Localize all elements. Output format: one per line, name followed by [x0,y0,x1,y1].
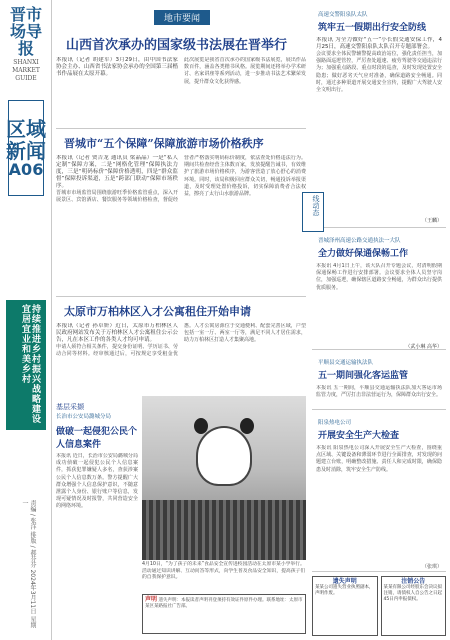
story-text: 此次展览是我省首次承办的国家级书法展览，展出作品数百件，涵盖各类楷书风格。展览期间还将举办学术研讨、名家讲座等系列活动，进一步推动书法艺术繁荣发展，提升群众文化获得感。 [184,57,306,85]
notice-text: 遗失声明：本报读者声明刊登须持有效证件原件办理。联系地址：太原市某区某路报社广告部。 [145,598,303,609]
logo-subtitle: SHANXI MARKET GUIDE [12,59,40,82]
story-body [56,155,306,295]
masthead-logo [4,6,48,80]
story-wanbailin [56,296,306,392]
story-kicker: 高速交警阳泉队太队 [318,12,368,18]
section-name: 区域新闻 [6,117,46,163]
story-author: （王麟） [421,218,442,224]
editor-meta: 责编 / 张洋 排版 / 郝芬芬 2024年3月11日 星期一 [21,500,36,629]
story-text: 本报讯 4月1日上午，该大队召开专题会议，对清明假期保通保畅工作进行安排部署。会议要求全体人员坚守岗位，加强巡逻，确保辖区道路安全畅通，为群众出行提供优质服务。 [316,263,442,291]
ad-box [381,576,447,636]
photo-caption: 4月10日，“为了孩子的未来”食品安全宣传进校园活动在太原市某小学举行。活动通过知识讲解、互动问答等形式，向学生普及食品安全知识，提高孩子们的自我保护意识。 [142,562,306,581]
story-title: 太原市万柏林区入才公寓租住开始申请 [64,305,251,318]
story-byline: 本报讯（记者 孙卓妍）近日，太原市万柏林区人民政府网站发布关于万柏林区人才公寓租住公示公告，凡在本区工作的各类人才均可申请。 [56,323,178,343]
story-kicker: 平顺县交通运输执法队 [318,360,374,366]
side-label: 线动态 [302,192,324,232]
logo-text: 晋市场导报 [9,5,42,58]
story-kicker: 阳泉热电公司 [318,420,352,426]
ad-box [312,576,378,636]
story-byline: 本报讯（记者 贾吉龙 通讯员 梁晶晶）一是“私人定制”保障方案，二是“网格化管理”保障执法力度，三是“明码标价”保障价格透明，四是“群众监督”保障投诉渠道，五是“跨部门联动”保障市场秩序。 [56,155,178,189]
ad-title: 遗失声明 [332,578,357,585]
page-number: A06 [8,160,44,179]
story-text: 会议要求全体民警辅警提高政治站位，强化责任担当，加强路面巡逻管控，严厉查处超速、疲劳驾驶等交通违法行为；加强重点路段、重点时段的巡查，及时发现处置安全隐患；做好恶劣天气应对准备，确保道路安全畅通。同时，通过多种渠道开展交通安全宣传，提醒广大驾驶人安全文明出行。 [316,51,442,94]
slogan-banner: 持续推进乡村振兴战略建设宜居宜业和美乡村 [6,300,46,430]
story-yangquan-power [312,412,446,572]
story-byline: 本报讯（记者 胡建军）3月29日，由中国书法家协会主办、山西省书法家协会承办的全国第三届楷书作品展在太原开幕。 [56,57,178,77]
story-title: 山西首次承办的国家级书法展在晋举行 [66,38,288,53]
story-kicker: 基层采撷 [56,403,84,411]
story-calligraphy [56,24,306,126]
story-title: 全力做好保通保畅工作 [318,249,409,259]
crowd-graphic [142,500,306,560]
story-text: 晋城市市场监管局围绕旅游旺季价格监管重点，深入开展景区、宾馆酒店、餐饮服务等领域价格检查，督促经营者严格落实明码标价制度，依法查处价格违法行为。期间共检查经营主体数百家，发放提醒告诫书，有效维护了旅游市场价格秩序，为游客营造了放心舒心的消费环境。同时，该局积极回应群众关切，畅通投诉举报渠道，及时受理处置价格投诉，切实保障消费者合法权益，擦亮了太行山水旅游品牌。 [56,155,306,204]
story-title: 筑牢五一假期出行安全防线 [318,23,427,33]
notice-box [142,594,306,634]
story-title: 做破一起侵犯公民个人信息案件 [56,427,138,450]
story-body [56,57,306,86]
side-column [312,4,446,636]
story-kicker: 晋城泽州高速公路交通执法一大队 [318,238,401,244]
story-title: 开展安全生产大检查 [318,431,400,441]
story-title: 晋城市“五个保障”保障旅游市场价格秩序 [64,137,264,150]
story-jincheng [56,128,306,294]
mascot-ear-right [240,418,254,434]
story-police [56,396,138,624]
story-text: 本报讯 近日，长治市公安局潞城分局成功侦破一起侵犯公民个人信息案件，抓获犯罪嫌疑人多名，查获涉案公民个人信息数万条。警方提醒广大群众增强个人信息保护意识，不随意泄露个人身份、银行账户等信息，发现可疑情况及时报警，共同营造安全的网络环境。 [56,453,138,510]
story-text: 申请人须符合相关条件，提交身份证明、学历证书、劳动合同等材料。经审核通过后，可按规定享受租金优惠。人才公寓房源位于交通便利、配套完善区域，户型包括一室一厅、两室一厅等，满足不同人才居住需求，助力万柏林区打造人才集聚高地。 [56,323,306,358]
story-pingshun [312,352,446,410]
story-text: 本报讯 五一期间，平顺县交通运输执法队加大客运市场监管力度，严厉打击非法营运行为，保障群众出行安全。 [316,385,442,399]
classified-ads [312,576,446,636]
notice-label: 声明 [145,596,158,603]
story-byline: 本报讯 为全力做好“五一”小长假交通安保工作，4月25日，高速交警阳泉队太队召开专题部署会。 [316,37,442,50]
ad-title: 注销公告 [401,578,426,585]
story-body [56,323,306,393]
mascot-figure [196,426,252,486]
left-rail [0,0,52,640]
story-author: （武小琳 高华） [405,344,442,350]
ad-text: 某某有限公司经股东会决议拟注销，请债权人自公告之日起45日内申报债权。 [383,585,442,602]
section-banner: 地市要闻 [154,10,210,25]
story-zezhou [312,230,446,350]
story-author: （张琪） [421,564,442,570]
story-subhead: 长治市公安局潞城分局 [56,414,112,420]
story-body [312,37,446,217]
main-column [56,4,306,636]
ad-text: 某某公司遗失营业执照副本，声明作废。 [315,585,374,596]
story-expressway-police [312,4,446,228]
story-title: 五一期间强化客运监管 [318,371,409,381]
story-text: 本报讯 阳泉热电公司深入开展安全生产大检查，围绕重点区域、关键设备和薄弱环节进行全面排查，对发现的问题建立台账，明确整改措施、责任人和完成时限，确保隐患及时消除，筑牢安全生产防线。 [316,445,442,473]
news-photo [142,396,306,560]
